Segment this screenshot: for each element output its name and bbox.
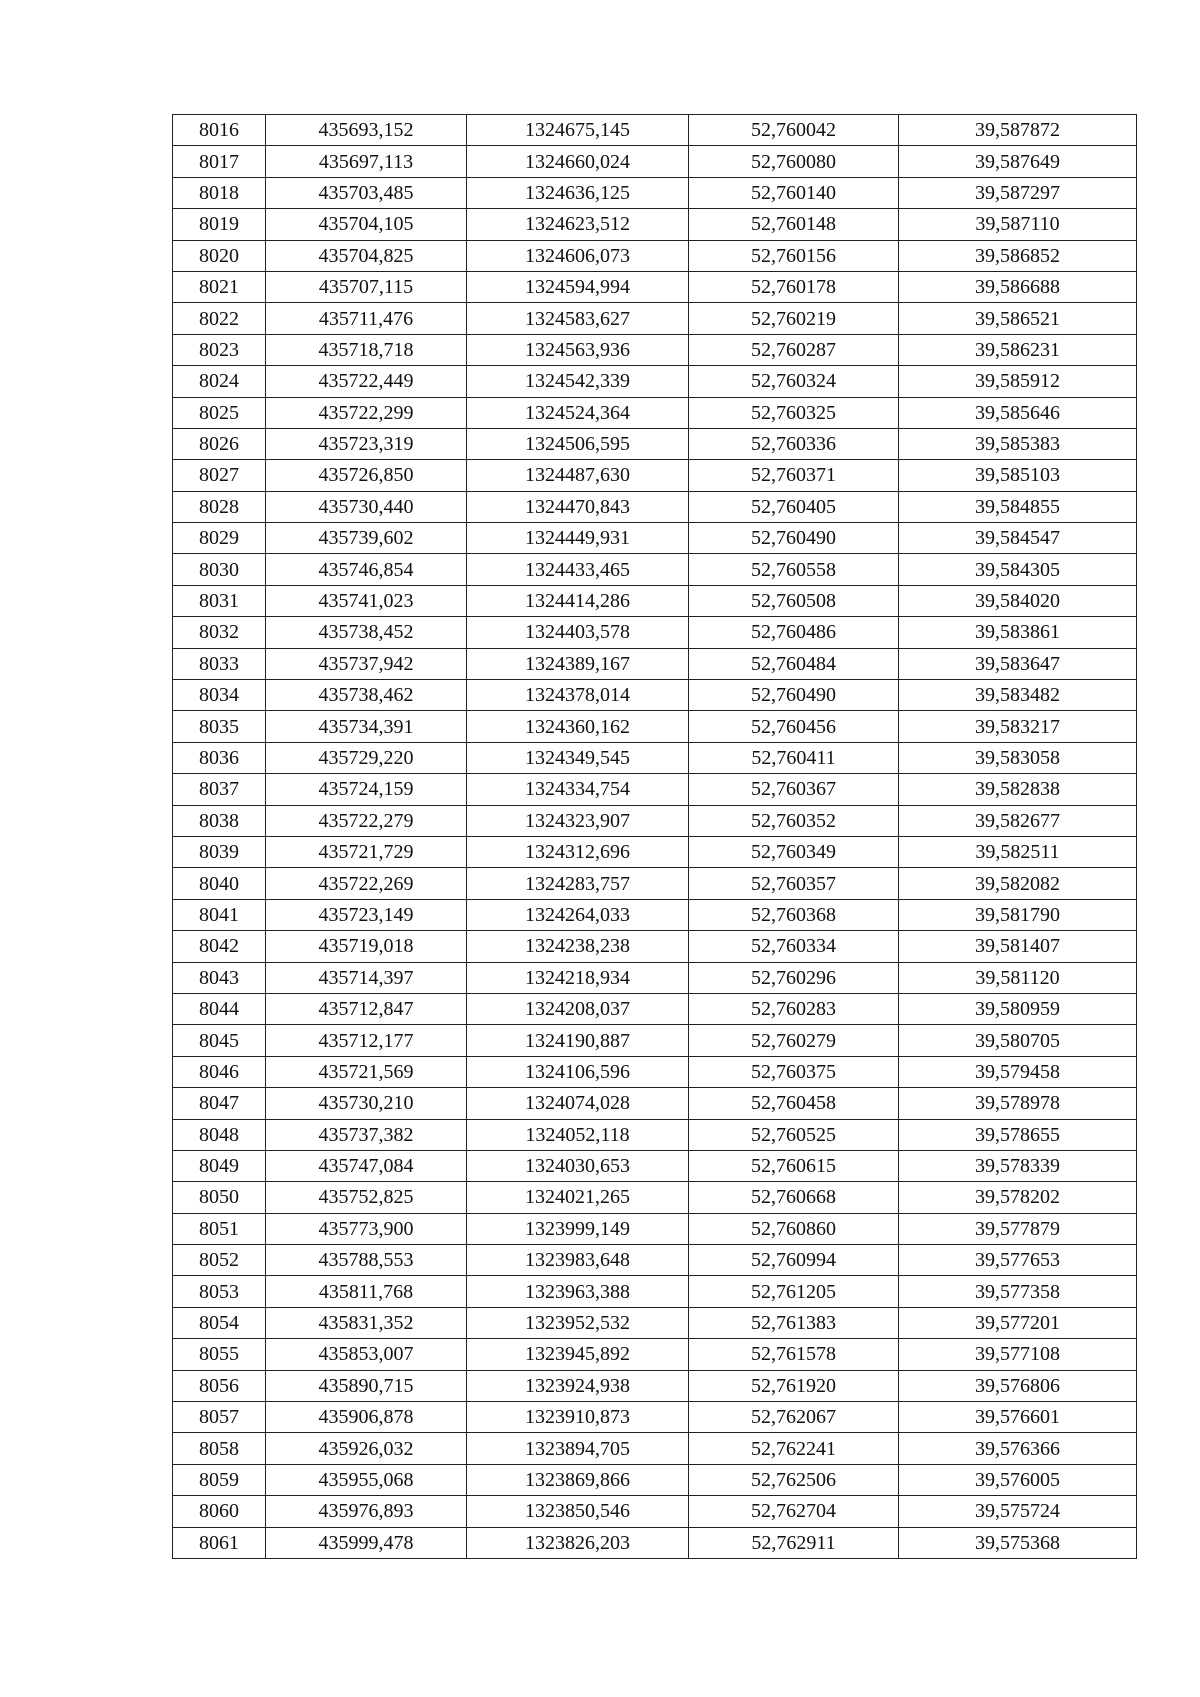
latitude-cell: 52,760558	[689, 554, 899, 585]
latitude-cell: 52,760371	[689, 460, 899, 491]
x-coordinate-cell: 435737,382	[266, 1119, 467, 1150]
latitude-cell: 52,762067	[689, 1402, 899, 1433]
latitude-cell: 52,760325	[689, 397, 899, 428]
point-number-cell: 8058	[173, 1433, 266, 1464]
y-coordinate-cell: 1324524,364	[467, 397, 689, 428]
y-coordinate-cell: 1324106,596	[467, 1056, 689, 1087]
latitude-cell: 52,760615	[689, 1150, 899, 1181]
y-coordinate-cell: 1324218,934	[467, 962, 689, 993]
longitude-cell: 39,582082	[899, 868, 1137, 899]
point-number-cell: 8039	[173, 836, 266, 867]
table-row	[173, 460, 1137, 491]
y-coordinate-cell: 1324283,757	[467, 868, 689, 899]
point-number-cell: 8045	[173, 1025, 266, 1056]
x-coordinate-cell: 435704,825	[266, 240, 467, 271]
x-coordinate-cell: 435738,462	[266, 680, 467, 711]
table-row	[173, 240, 1137, 271]
latitude-cell: 52,762704	[689, 1496, 899, 1527]
table-row	[173, 554, 1137, 585]
latitude-cell: 52,760283	[689, 993, 899, 1024]
point-number-cell: 8022	[173, 303, 266, 334]
table-row	[173, 585, 1137, 616]
longitude-cell: 39,577358	[899, 1276, 1137, 1307]
point-number-cell: 8056	[173, 1370, 266, 1401]
point-number-cell: 8047	[173, 1088, 266, 1119]
x-coordinate-cell: 435712,847	[266, 993, 467, 1024]
point-number-cell: 8021	[173, 271, 266, 302]
latitude-cell: 52,762506	[689, 1464, 899, 1495]
table-row	[173, 993, 1137, 1024]
point-number-cell: 8057	[173, 1402, 266, 1433]
table-row	[173, 146, 1137, 177]
latitude-cell: 52,760324	[689, 366, 899, 397]
table-row	[173, 209, 1137, 240]
table-row	[173, 711, 1137, 742]
y-coordinate-cell: 1324238,238	[467, 931, 689, 962]
x-coordinate-cell: 435906,878	[266, 1402, 467, 1433]
latitude-cell: 52,760042	[689, 115, 899, 146]
longitude-cell: 39,582511	[899, 836, 1137, 867]
point-number-cell: 8028	[173, 491, 266, 522]
latitude-cell: 52,760080	[689, 146, 899, 177]
latitude-cell: 52,760334	[689, 931, 899, 962]
longitude-cell: 39,581120	[899, 962, 1137, 993]
y-coordinate-cell: 1323963,388	[467, 1276, 689, 1307]
point-number-cell: 8035	[173, 711, 266, 742]
longitude-cell: 39,585646	[899, 397, 1137, 428]
longitude-cell: 39,587872	[899, 115, 1137, 146]
longitude-cell: 39,580959	[899, 993, 1137, 1024]
x-coordinate-cell: 435723,149	[266, 899, 467, 930]
point-number-cell: 8016	[173, 115, 266, 146]
x-coordinate-cell: 435955,068	[266, 1464, 467, 1495]
table-row	[173, 177, 1137, 208]
latitude-cell: 52,760668	[689, 1182, 899, 1213]
table-row	[173, 115, 1137, 146]
x-coordinate-cell: 435811,768	[266, 1276, 467, 1307]
longitude-cell: 39,583482	[899, 680, 1137, 711]
longitude-cell: 39,576005	[899, 1464, 1137, 1495]
point-number-cell: 8046	[173, 1056, 266, 1087]
latitude-cell: 52,760484	[689, 648, 899, 679]
y-coordinate-cell: 1324542,339	[467, 366, 689, 397]
longitude-cell: 39,578655	[899, 1119, 1137, 1150]
longitude-cell: 39,586231	[899, 334, 1137, 365]
x-coordinate-cell: 435788,553	[266, 1245, 467, 1276]
table-row	[173, 1433, 1137, 1464]
point-number-cell: 8034	[173, 680, 266, 711]
x-coordinate-cell: 435747,084	[266, 1150, 467, 1181]
table-row	[173, 899, 1137, 930]
longitude-cell: 39,578339	[899, 1150, 1137, 1181]
point-number-cell: 8017	[173, 146, 266, 177]
latitude-cell: 52,762911	[689, 1527, 899, 1558]
y-coordinate-cell: 1324563,936	[467, 334, 689, 365]
coordinates-table	[172, 114, 1137, 1559]
longitude-cell: 39,587110	[899, 209, 1137, 240]
latitude-cell: 52,760490	[689, 680, 899, 711]
point-number-cell: 8031	[173, 585, 266, 616]
x-coordinate-cell: 435711,476	[266, 303, 467, 334]
y-coordinate-cell: 1323826,203	[467, 1527, 689, 1558]
longitude-cell: 39,575368	[899, 1527, 1137, 1558]
latitude-cell: 52,761578	[689, 1339, 899, 1370]
longitude-cell: 39,577108	[899, 1339, 1137, 1370]
point-number-cell: 8049	[173, 1150, 266, 1181]
longitude-cell: 39,585103	[899, 460, 1137, 491]
latitude-cell: 52,762241	[689, 1433, 899, 1464]
x-coordinate-cell: 435722,279	[266, 805, 467, 836]
table-row	[173, 680, 1137, 711]
x-coordinate-cell: 435890,715	[266, 1370, 467, 1401]
x-coordinate-cell: 435721,569	[266, 1056, 467, 1087]
latitude-cell: 52,760375	[689, 1056, 899, 1087]
table-row	[173, 962, 1137, 993]
table-row	[173, 1025, 1137, 1056]
longitude-cell: 39,582838	[899, 774, 1137, 805]
x-coordinate-cell: 435773,900	[266, 1213, 467, 1244]
point-number-cell: 8036	[173, 742, 266, 773]
x-coordinate-cell: 435724,159	[266, 774, 467, 805]
latitude-cell: 52,760405	[689, 491, 899, 522]
point-number-cell: 8055	[173, 1339, 266, 1370]
point-number-cell: 8026	[173, 428, 266, 459]
table-row	[173, 1527, 1137, 1558]
y-coordinate-cell: 1323869,866	[467, 1464, 689, 1495]
table-row	[173, 1213, 1137, 1244]
longitude-cell: 39,587649	[899, 146, 1137, 177]
table-row	[173, 1150, 1137, 1181]
longitude-cell: 39,583058	[899, 742, 1137, 773]
x-coordinate-cell: 435707,115	[266, 271, 467, 302]
latitude-cell: 52,760219	[689, 303, 899, 334]
latitude-cell: 52,760349	[689, 836, 899, 867]
longitude-cell: 39,577879	[899, 1213, 1137, 1244]
x-coordinate-cell: 435752,825	[266, 1182, 467, 1213]
table-row	[173, 1402, 1137, 1433]
table-row	[173, 1245, 1137, 1276]
y-coordinate-cell: 1324030,653	[467, 1150, 689, 1181]
point-number-cell: 8061	[173, 1527, 266, 1558]
y-coordinate-cell: 1323924,938	[467, 1370, 689, 1401]
y-coordinate-cell: 1324052,118	[467, 1119, 689, 1150]
y-coordinate-cell: 1324021,265	[467, 1182, 689, 1213]
table-row	[173, 523, 1137, 554]
point-number-cell: 8033	[173, 648, 266, 679]
latitude-cell: 52,760368	[689, 899, 899, 930]
x-coordinate-cell: 435738,452	[266, 617, 467, 648]
point-number-cell: 8052	[173, 1245, 266, 1276]
x-coordinate-cell: 435726,850	[266, 460, 467, 491]
latitude-cell: 52,760860	[689, 1213, 899, 1244]
longitude-cell: 39,584020	[899, 585, 1137, 616]
latitude-cell: 52,760178	[689, 271, 899, 302]
x-coordinate-cell: 435730,210	[266, 1088, 467, 1119]
y-coordinate-cell: 1324606,073	[467, 240, 689, 271]
y-coordinate-cell: 1324190,887	[467, 1025, 689, 1056]
y-coordinate-cell: 1324449,931	[467, 523, 689, 554]
y-coordinate-cell: 1324414,286	[467, 585, 689, 616]
longitude-cell: 39,577653	[899, 1245, 1137, 1276]
latitude-cell: 52,761205	[689, 1276, 899, 1307]
point-number-cell: 8054	[173, 1307, 266, 1338]
table-row	[173, 1339, 1137, 1370]
latitude-cell: 52,760287	[689, 334, 899, 365]
longitude-cell: 39,584305	[899, 554, 1137, 585]
table-row	[173, 1119, 1137, 1150]
x-coordinate-cell: 435722,449	[266, 366, 467, 397]
latitude-cell: 52,761383	[689, 1307, 899, 1338]
table-row	[173, 1464, 1137, 1495]
x-coordinate-cell: 435730,440	[266, 491, 467, 522]
y-coordinate-cell: 1324470,843	[467, 491, 689, 522]
y-coordinate-cell: 1324360,162	[467, 711, 689, 742]
table-row	[173, 1276, 1137, 1307]
longitude-cell: 39,585912	[899, 366, 1137, 397]
latitude-cell: 52,760367	[689, 774, 899, 805]
point-number-cell: 8019	[173, 209, 266, 240]
x-coordinate-cell: 435831,352	[266, 1307, 467, 1338]
longitude-cell: 39,586521	[899, 303, 1137, 334]
longitude-cell: 39,583647	[899, 648, 1137, 679]
latitude-cell: 52,760156	[689, 240, 899, 271]
x-coordinate-cell: 435722,299	[266, 397, 467, 428]
y-coordinate-cell: 1324623,512	[467, 209, 689, 240]
point-number-cell: 8053	[173, 1276, 266, 1307]
latitude-cell: 52,760490	[689, 523, 899, 554]
latitude-cell: 52,760508	[689, 585, 899, 616]
latitude-cell: 52,760994	[689, 1245, 899, 1276]
latitude-cell: 52,760296	[689, 962, 899, 993]
latitude-cell: 52,761920	[689, 1370, 899, 1401]
latitude-cell: 52,760352	[689, 805, 899, 836]
table-row	[173, 491, 1137, 522]
longitude-cell: 39,577201	[899, 1307, 1137, 1338]
y-coordinate-cell: 1324349,545	[467, 742, 689, 773]
longitude-cell: 39,584547	[899, 523, 1137, 554]
point-number-cell: 8018	[173, 177, 266, 208]
y-coordinate-cell: 1324378,014	[467, 680, 689, 711]
y-coordinate-cell: 1323945,892	[467, 1339, 689, 1370]
x-coordinate-cell: 435729,220	[266, 742, 467, 773]
table-row	[173, 1496, 1137, 1527]
point-number-cell: 8060	[173, 1496, 266, 1527]
point-number-cell: 8044	[173, 993, 266, 1024]
y-coordinate-cell: 1324675,145	[467, 115, 689, 146]
y-coordinate-cell: 1323983,648	[467, 1245, 689, 1276]
y-coordinate-cell: 1324389,167	[467, 648, 689, 679]
longitude-cell: 39,584855	[899, 491, 1137, 522]
latitude-cell: 52,760456	[689, 711, 899, 742]
longitude-cell: 39,585383	[899, 428, 1137, 459]
y-coordinate-cell: 1324264,033	[467, 899, 689, 930]
latitude-cell: 52,760148	[689, 209, 899, 240]
table-row	[173, 648, 1137, 679]
table-row	[173, 1056, 1137, 1087]
point-number-cell: 8030	[173, 554, 266, 585]
x-coordinate-cell: 435734,391	[266, 711, 467, 742]
table-row	[173, 428, 1137, 459]
longitude-cell: 39,587297	[899, 177, 1137, 208]
table-row	[173, 1088, 1137, 1119]
longitude-cell: 39,586852	[899, 240, 1137, 271]
longitude-cell: 39,576366	[899, 1433, 1137, 1464]
longitude-cell: 39,575724	[899, 1496, 1137, 1527]
y-coordinate-cell: 1324433,465	[467, 554, 689, 585]
y-coordinate-cell: 1324208,037	[467, 993, 689, 1024]
latitude-cell: 52,760279	[689, 1025, 899, 1056]
point-number-cell: 8040	[173, 868, 266, 899]
x-coordinate-cell: 435721,729	[266, 836, 467, 867]
table-row	[173, 334, 1137, 365]
y-coordinate-cell: 1324323,907	[467, 805, 689, 836]
longitude-cell: 39,578202	[899, 1182, 1137, 1213]
y-coordinate-cell: 1324660,024	[467, 146, 689, 177]
y-coordinate-cell: 1323952,532	[467, 1307, 689, 1338]
x-coordinate-cell: 435723,319	[266, 428, 467, 459]
point-number-cell: 8020	[173, 240, 266, 271]
longitude-cell: 39,580705	[899, 1025, 1137, 1056]
x-coordinate-cell: 435712,177	[266, 1025, 467, 1056]
y-coordinate-cell: 1324506,595	[467, 428, 689, 459]
y-coordinate-cell: 1324583,627	[467, 303, 689, 334]
latitude-cell: 52,760357	[689, 868, 899, 899]
point-number-cell: 8023	[173, 334, 266, 365]
table-row	[173, 805, 1137, 836]
x-coordinate-cell: 435718,718	[266, 334, 467, 365]
x-coordinate-cell: 435719,018	[266, 931, 467, 962]
point-number-cell: 8032	[173, 617, 266, 648]
y-coordinate-cell: 1323999,149	[467, 1213, 689, 1244]
table-row	[173, 931, 1137, 962]
y-coordinate-cell: 1324074,028	[467, 1088, 689, 1119]
point-number-cell: 8024	[173, 366, 266, 397]
y-coordinate-cell: 1324487,630	[467, 460, 689, 491]
table-row	[173, 836, 1137, 867]
y-coordinate-cell: 1324636,125	[467, 177, 689, 208]
y-coordinate-cell: 1323850,546	[467, 1496, 689, 1527]
table-row	[173, 868, 1137, 899]
point-number-cell: 8059	[173, 1464, 266, 1495]
point-number-cell: 8051	[173, 1213, 266, 1244]
longitude-cell: 39,576601	[899, 1402, 1137, 1433]
longitude-cell: 39,582677	[899, 805, 1137, 836]
point-number-cell: 8042	[173, 931, 266, 962]
x-coordinate-cell: 435714,397	[266, 962, 467, 993]
point-number-cell: 8050	[173, 1182, 266, 1213]
point-number-cell: 8027	[173, 460, 266, 491]
table-row	[173, 1370, 1137, 1401]
y-coordinate-cell: 1323910,873	[467, 1402, 689, 1433]
table-row	[173, 774, 1137, 805]
x-coordinate-cell: 435737,942	[266, 648, 467, 679]
longitude-cell: 39,579458	[899, 1056, 1137, 1087]
x-coordinate-cell: 435741,023	[266, 585, 467, 616]
longitude-cell: 39,583217	[899, 711, 1137, 742]
table-row	[173, 271, 1137, 302]
x-coordinate-cell: 435853,007	[266, 1339, 467, 1370]
x-coordinate-cell: 435739,602	[266, 523, 467, 554]
y-coordinate-cell: 1324334,754	[467, 774, 689, 805]
longitude-cell: 39,581790	[899, 899, 1137, 930]
latitude-cell: 52,760525	[689, 1119, 899, 1150]
table-row	[173, 397, 1137, 428]
point-number-cell: 8048	[173, 1119, 266, 1150]
y-coordinate-cell: 1324594,994	[467, 271, 689, 302]
longitude-cell: 39,581407	[899, 931, 1137, 962]
longitude-cell: 39,576806	[899, 1370, 1137, 1401]
point-number-cell: 8037	[173, 774, 266, 805]
x-coordinate-cell: 435999,478	[266, 1527, 467, 1558]
table-row	[173, 366, 1137, 397]
point-number-cell: 8041	[173, 899, 266, 930]
x-coordinate-cell: 435926,032	[266, 1433, 467, 1464]
longitude-cell: 39,586688	[899, 271, 1137, 302]
latitude-cell: 52,760140	[689, 177, 899, 208]
latitude-cell: 52,760486	[689, 617, 899, 648]
coordinates-table-body	[173, 115, 1137, 1559]
table-row	[173, 742, 1137, 773]
x-coordinate-cell: 435746,854	[266, 554, 467, 585]
latitude-cell: 52,760336	[689, 428, 899, 459]
point-number-cell: 8029	[173, 523, 266, 554]
table-row	[173, 617, 1137, 648]
point-number-cell: 8025	[173, 397, 266, 428]
x-coordinate-cell: 435976,893	[266, 1496, 467, 1527]
longitude-cell: 39,583861	[899, 617, 1137, 648]
x-coordinate-cell: 435703,485	[266, 177, 467, 208]
latitude-cell: 52,760411	[689, 742, 899, 773]
y-coordinate-cell: 1324312,696	[467, 836, 689, 867]
x-coordinate-cell: 435704,105	[266, 209, 467, 240]
point-number-cell: 8038	[173, 805, 266, 836]
x-coordinate-cell: 435693,152	[266, 115, 467, 146]
y-coordinate-cell: 1323894,705	[467, 1433, 689, 1464]
latitude-cell: 52,760458	[689, 1088, 899, 1119]
x-coordinate-cell: 435697,113	[266, 146, 467, 177]
y-coordinate-cell: 1324403,578	[467, 617, 689, 648]
longitude-cell: 39,578978	[899, 1088, 1137, 1119]
x-coordinate-cell: 435722,269	[266, 868, 467, 899]
table-row	[173, 1182, 1137, 1213]
table-row	[173, 1307, 1137, 1338]
table-row	[173, 303, 1137, 334]
point-number-cell: 8043	[173, 962, 266, 993]
